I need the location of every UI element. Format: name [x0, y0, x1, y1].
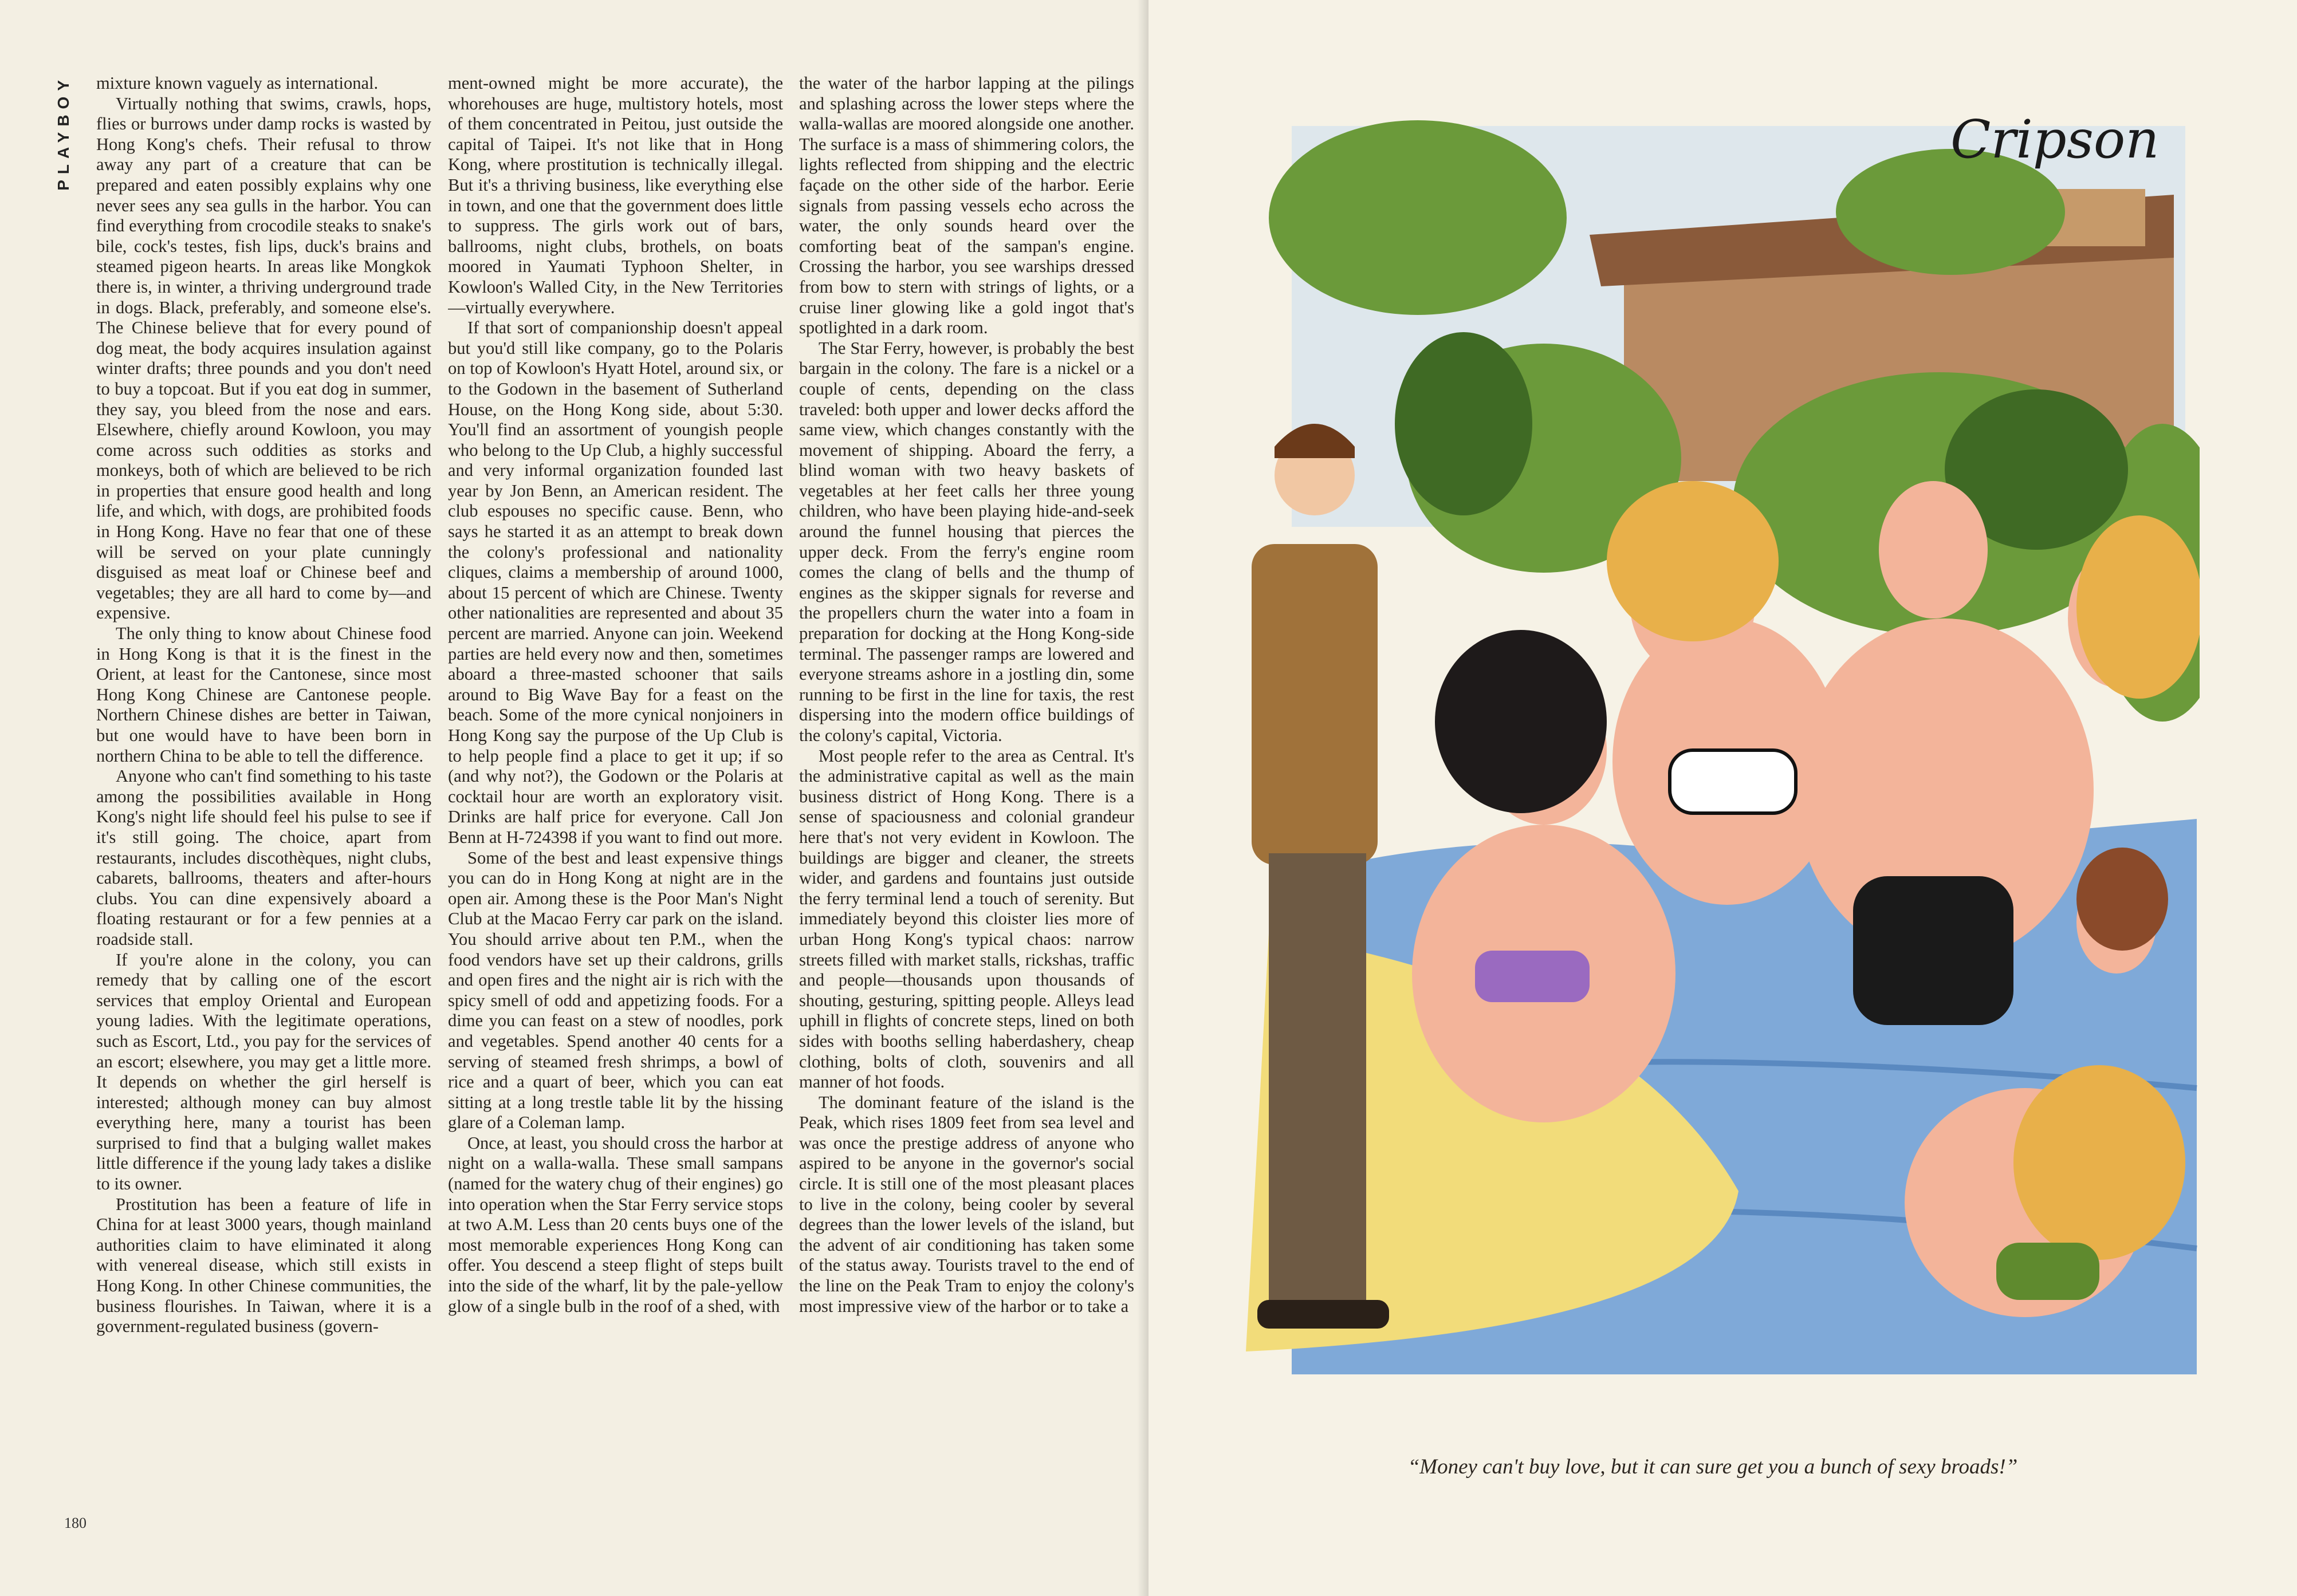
paragraph: The dominant feature of the island is the Peak, which rises 1809 feet from sea level and was once the prestige address of anyone who aspired to be anyone in the governor's social circle. It is still one of the most pleasant places to live in the colony, being cooler by several degrees than the lower levels of the island, but the advent of air conditioning has taken some of the status away. Tourists travel to the end of the line on the Peak Tram to enjoy the colony's most impressive view of the harbor or to take a — [799, 1092, 1134, 1316]
text-column-2 — [448, 73, 783, 1528]
paragraph: Prostitution has been a feature of life in China for at least 3000 years, though mainland authorities claim to have eliminated it along with venereal disease, which still exists in Hong Kong. In other Chinese communities, the business flourishes. In Taiwan, where it is a government-regulated business (govern- — [96, 1194, 431, 1337]
paragraph: If that sort of companionship doesn't appeal but you'd still like company, go to the Polaris on top of Kowloon's Hyatt Hotel, around six, or to the Godown in the basement of Sutherland House, on the Hong Kong side, about 5:30. You'll find an assortment of youngish people who belong to the Up Club, a highly successful and very informal organization founded last year by Jon Benn, an American resident. The club espouses no specific cause. Benn, who says he started it as an attempt to break down the colony's professional and nationality cliques, claims a membership of around 1000, about 15 percent of which are Chinese. Twenty other nationalities are represented and about 35 percent are married. Anyone can join. Weekend parties are held every now and then, sometimes aboard a three-masted schooner that sails around to Big Wave Bay for a feast on the beach. Some of the more cynical nonjoiners in Hong Kong say the purpose of the Up Club is to help people find a place to get it up; if so (and why not?), the Godown or the Polaris at cocktail hour are worth an exploratory visit. Drinks are half price for everyone. Call Jon Benn at H-724398 if you want to find out more. — [448, 318, 783, 847]
paragraph: Once, at least, you should cross the harbor at night on a walla-walla. These small sampans (named for the watery chug of their engines) go into operation when the Star Ferry service stops at two A.M. Less than 20 cents buys one of the most memorable experiences Hong Kong can offer. You descend a steep flight of steps built into the side of the wharf, lit by the pale-yellow glow of a single bulb in the roof of a shed, with — [448, 1133, 783, 1316]
paragraph: mixture known vaguely as international. — [96, 73, 379, 93]
paragraph: Most people refer to the area as Central. It's the administrative capital as well as the main business district of Hong Kong. There is a sense of spaciousness and colonial grandeur here that's not very evident in Kowloon. The buildings are bigger and cleaner, the streets wider, and gardens and fountains just outside the ferry terminal lend a touch of serenity. But immediately beyond this cloister lies more of urban Hong Kong's typical chaos: narrow streets filled with market stalls, rickshas, traffic and people—thousands upon thousands of shouting, gesturing, spitting people. Alleys lead uphill in flights of concrete steps, lined on both sides with booths selling haberdashery, cheap clothing, bolts of cloth, souvenirs and all manner of hot foods. — [799, 746, 1134, 1092]
magazine-title-vertical: PLAYBOY — [54, 74, 72, 191]
paragraph: If you're alone in the colony, you can remedy that by calling one of the escort services that employ Oriental and European young ladies. With the legitimate operations, such as Escort, Ltd., you pay for the services of an escort; elsewhere, you may get a little more. It depends on whether the girl herself is interested; although money can buy almost everything here, many a tourist has been surprised to find that a bulging wallet makes little difference if the young lady takes a dislike to its owner. — [96, 949, 431, 1194]
paragraph: Virtually nothing that swims, crawls, hops, flies or burrows under damp rocks is wasted by Hong Kong's chefs. Their refusal to throw away any part of a creature that can be prepared and eaten possibly explains why one never sees any sea gulls in the harbor. You can find everything from crocodile steaks to snake's bile, cock's testes, fish lips, duck's brains and steamed pigeon hearts. In areas like Mongkok there is, in winter, a thriving underground trade in dogs. Black, preferably, and someone else's. The Chinese believe that for every pound of dog meat, the body acquires insulation against winter drafts; three pounds and you don't need to buy a topcoat. But if you eat dog in summer, they say, you bleed from the nose and ears. Elsewhere, chiefly around Kowloon, you may come across such oddities as storks and monkeys, both of which are believed to be rich in properties that ensure good health and long life, and which, with dogs, are prohibited foods in Hong Kong. Have no fear that one of these will be served on your plate cunningly disguised as meat loaf or Chinese beef and vegetables; they are all hard to come by—and expensive. — [96, 93, 431, 623]
paragraph: the water of the harbor lapping at the pilings and splashing across the lower steps where the walla-wallas are moored alongside one another. The surface is a mass of shimmering colors, the lights reflected from shipping and the electric façade on the other side of the harbor. Eerie signals from passing vessels echo across the water, the only sounds heard over the comforting beat of the sampan's engine. Crossing the harbor, you see warships dressed from bow to stern with strings of lights, or a cruise liner glowing like a gold ingot that's spotlighted in a dark room. — [799, 73, 1134, 338]
paragraph: The Star Ferry, however, is probably the best bargain in the colony. The fare is a nickel or a couple of cents, depending on the class traveled: both upper and lower decks afford the same view, which changes constantly with the movement of shipping. Aboard the ferry, a blind woman with two heavy baskets of vegetables at her feet calls her three young children, who have been playing hide-and-seek around the funnel housing that pierces the upper deck. From the ferry's engine room comes the clang of bells and the thump of engines as the skipper signals for reverse and the propellers churn the water into a foam in preparation for docking at the Hong Kong-side terminal. The passenger ramps are lowered and everyone streams ashore in a jostling din, some running to be first in the line for taxis, the rest dispersing into the modern office buildings of the colony's capital, Victoria. — [799, 338, 1134, 745]
paragraph: Anyone who can't find something to his taste among the possibilities available in Hong Kong's night life should feel his pulse to see if it's still going. The choice, apart from restaurants, includes discothèques, night clubs, cabarets, ballrooms, theaters and after-hours clubs. You can dine expensively aboard a floating restaurant or for a few pennies at a roadside stall. — [96, 766, 431, 949]
text-column-3 — [799, 73, 1134, 1528]
paragraph: ment-owned might be more accurate), the whorehouses are huge, multistory hotels, most of them concentrated in Peitou, just outside the capital of Taipei. It's not like that in Hong Kong, where prostitution is technically illegal. But it's a thriving business, like everything else in town, and one that the government does little to suppress. The girls work out of bars, ballrooms, night clubs, brothels, on boats moored in Yaumati Typhoon Shelter, in Kowloon's Walled City, in the New Territories—virtually everywhere. — [448, 73, 783, 317]
cartoon-illustration — [1223, 103, 2200, 1420]
page-number-left: 180 — [64, 1515, 86, 1531]
text-column-1 — [96, 73, 431, 1528]
paragraph: Some of the best and least expensive things you can do in Hong Kong at night are in the open air. Among these is the Poor Man's Night Club at the Macao Ferry car park on the island. You should arrive about ten P.M., when the food vendors have set up their caldrons, grills and open fires and the night air is rich with the spicy smell of odd and appetizing foods. For a dime you can feast on a stew of noodles, pork and vegetables. Spend another 40 cents for a serving of steamed fresh shrimps, a bowl of rice and a quart of beer, which you can eat sitting at a long trestle table lit by the hissing glare of a Coleman lamp. — [448, 848, 783, 1133]
left-page — [0, 0, 1148, 1596]
paragraph: The only thing to know about Chinese food in Hong Kong is that it is the finest in the Orient, at least for the Cantonese, since most Hong Kong Chinese are Cantonese people. Northern Chinese dishes are better in Taiwan, but one would have to have been born in northern China to be able to tell the difference. — [96, 624, 431, 766]
artist-signature: Cripson — [1950, 109, 2160, 170]
cartoon-caption: “Money can't buy love, but it can sure get you a bunch of sexy broads!” — [1407, 1455, 2018, 1479]
